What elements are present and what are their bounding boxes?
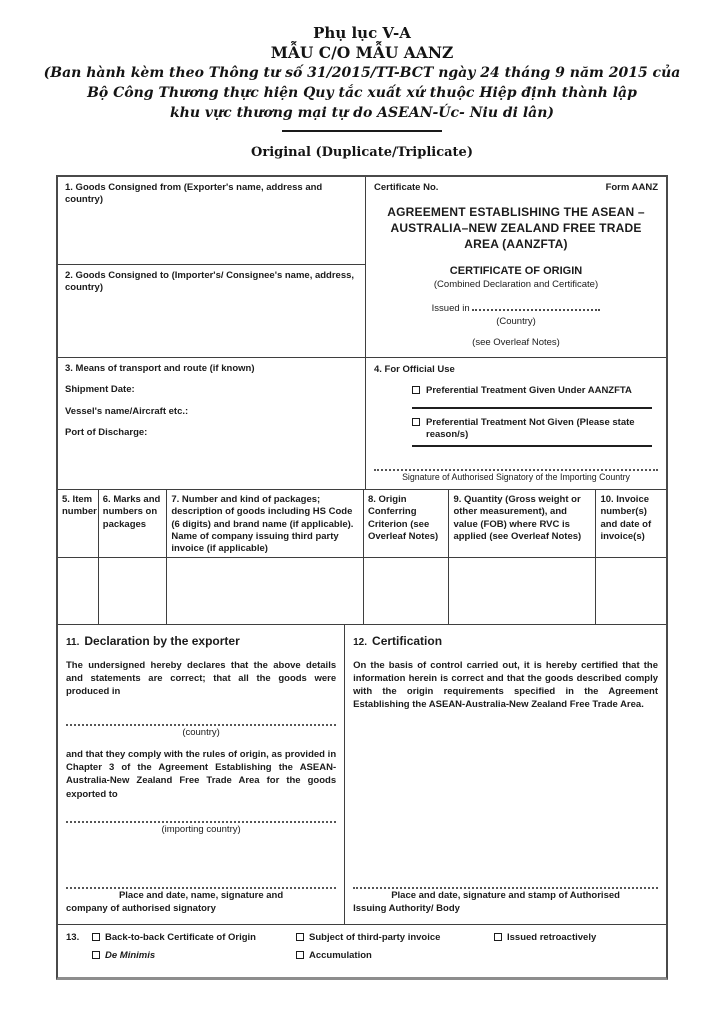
de-minimis-label: De Minimis	[105, 950, 156, 961]
left-column	[58, 177, 365, 489]
box12-paragraph: On the basis of control carried out, it is hereby certified that the information herein is correct and that the goods described comply with the origin requirements specified in the Agreement Establishing the ASEAN-Australia-New Zealand Free Trade Area.	[353, 659, 658, 710]
box3-means-of-transport	[58, 357, 365, 489]
box11-title: Declaration by the exporter	[84, 634, 240, 648]
port-of-discharge-label: Port of Discharge:	[65, 427, 148, 439]
box11-paragraph1: The undersigned hereby declares that the above details and statements are correct; that all the goods were produced in	[66, 659, 337, 697]
issued-retroactively-label: Issued retroactively	[507, 932, 597, 943]
box11-declaration-by-exporter	[58, 625, 344, 924]
issuance-note-line1: (Ban hành kèm theo Thông tư số 31/2015/TT-BCT ngày 24 tháng 9 năm 2015 của	[43, 64, 681, 81]
accumulation-option[interactable]	[296, 950, 494, 962]
exporter-signature-caption-line2: company of authorised signatory	[66, 902, 216, 914]
shipment-date-label: Shipment Date:	[65, 384, 135, 396]
checkbox-icon[interactable]	[296, 951, 304, 959]
declaration-certification-section	[58, 624, 666, 924]
preferential-not-given-label: Preferential Treatment Not Given (Please state reason/s)	[426, 416, 635, 441]
box11-heading	[66, 634, 336, 650]
col-marks-numbers-header: 6. Marks and numbers on packages	[98, 490, 167, 557]
accumulation-label: Accumulation	[309, 950, 372, 961]
official-signature-area	[374, 469, 658, 483]
issued-in-fill-line	[472, 303, 600, 311]
back-to-back-label: Back-to-back Certificate of Origin	[105, 932, 256, 943]
invoice-cell	[595, 558, 666, 624]
country-fill-caption: (country)	[182, 726, 220, 738]
preferential-not-given-option[interactable]	[412, 417, 652, 448]
goods-table-header	[58, 489, 666, 557]
quantity-value-cell	[448, 558, 595, 624]
preferential-given-option[interactable]	[412, 385, 652, 408]
issued-in-line	[374, 303, 658, 315]
marks-numbers-cell	[98, 558, 167, 624]
packages-description-cell	[166, 558, 363, 624]
box11-number: 11.	[66, 637, 80, 648]
importing-country-fill-caption: (importing country)	[161, 823, 241, 835]
box4-official-use	[366, 357, 666, 489]
certificate-of-origin-title: CERTIFICATE OF ORIGIN	[449, 265, 583, 278]
box3-label: 3. Means of transport and route (if known)	[65, 363, 255, 374]
col-quantity-value-header: 9. Quantity (Gross weight or other measurement), and value (FOB) where RVC is applied (see Overleaf Notes)	[448, 490, 595, 557]
col-invoice-header: 10. Invoice number(s) and date of invoice(s)	[595, 490, 666, 557]
agreement-title: AGREEMENT ESTABLISHING THE ASEAN – AUSTRALIA–NEW ZEALAND FREE TRADE AREA (AANZFTA)	[387, 205, 645, 251]
item-number-cell	[58, 558, 98, 624]
box12-title: Certification	[372, 634, 443, 648]
certificate-form	[56, 175, 668, 980]
issuance-note-line3: khu vực thương mại tự do ASEAN-Úc- Niu di lân)	[169, 105, 555, 122]
box1-goods-consigned-from	[58, 177, 365, 264]
exporter-signature-caption-line1: Place and date, name, signature and	[118, 890, 284, 902]
form-aanz-label: Form AANZ	[605, 182, 658, 193]
country-caption: (Country)	[496, 316, 536, 328]
box12-certification	[344, 625, 666, 924]
dotted-line	[353, 887, 658, 889]
box13-special-cases	[58, 924, 666, 977]
preferential-given-label: Preferential Treatment Given Under AANZFTA	[426, 385, 632, 397]
header-divider-rule	[282, 130, 442, 132]
vessel-name-label: Vessel's name/Aircraft etc.:	[65, 405, 189, 417]
copy-type-label: Original (Duplicate/Triplicate)	[251, 144, 473, 160]
form-top-section	[58, 177, 666, 489]
overleaf-note: (see Overleaf Notes)	[472, 337, 560, 349]
box2-label: 2. Goods Consigned to (Importer's/ Consignee's name, address, country)	[65, 270, 355, 294]
dotted-line	[66, 887, 336, 889]
certificate-subtitle: (Combined Declaration and Certificate)	[433, 279, 599, 291]
box2-goods-consigned-to	[58, 264, 365, 357]
right-column	[365, 177, 666, 489]
certificate-header-block	[366, 177, 666, 357]
third-party-invoice-label: Subject of third-party invoice	[309, 932, 441, 943]
appendix-title: Phụ lục V-A	[313, 24, 411, 42]
dotted-line	[66, 724, 336, 726]
origin-criterion-cell	[363, 558, 448, 624]
form-title-vietnamese: MẪU C/O MẪU AANZ	[270, 42, 454, 62]
checkbox-icon[interactable]	[412, 386, 420, 394]
authority-signature-caption-line2: Issuing Authority/ Body	[353, 902, 460, 914]
checkbox-icon[interactable]	[92, 951, 100, 959]
third-party-invoice-option[interactable]	[296, 932, 494, 944]
certificate-topline	[374, 182, 658, 194]
de-minimis-option[interactable]	[92, 950, 296, 962]
box1-label: 1. Goods Consigned from (Exporter's name, address and country)	[65, 182, 323, 206]
box13-number: 13.	[66, 932, 80, 943]
official-signature-caption: Signature of Authorised Signatory of the Importing Country	[402, 471, 630, 482]
box4-label: 4. For Official Use	[374, 364, 455, 375]
box12-number: 12.	[353, 637, 368, 648]
checkbox-icon[interactable]	[494, 933, 502, 941]
issued-in-label: Issued in	[431, 302, 470, 314]
checkbox-icon[interactable]	[92, 933, 100, 941]
box12-heading	[353, 634, 658, 650]
col-origin-criterion-header: 8. Origin Conferring Criterion (see Overleaf Notes)	[363, 490, 448, 557]
certificate-no-label: Certificate No.	[374, 182, 439, 193]
col-item-number-header: 5. Item number	[62, 494, 97, 518]
goods-table-row	[58, 557, 666, 624]
dotted-line	[374, 469, 658, 471]
issuance-note-line2: Bộ Công Thương thực hiện Quy tắc xuất xứ thuộc Hiệp định thành lập	[87, 85, 637, 102]
authority-signature-caption-line1: Place and date, signature and stamp of Authorised	[391, 890, 620, 902]
back-to-back-option[interactable]	[92, 932, 296, 944]
dotted-line	[66, 821, 336, 823]
issued-retroactively-option[interactable]	[494, 932, 658, 944]
box11-paragraph2: and that they comply with the rules of origin, as provided in Chapter 3 of the Agreement Establishing the ASEAN-Australia-New Zealand Free Trade Area for the goods exported to	[66, 749, 337, 800]
document-header	[0, 0, 724, 160]
col-packages-description-header: 7. Number and kind of packages; description of goods including HS Code (6 digits) and brand name (if applicable). Name of company issuing third party invoice (if applicable)	[166, 490, 363, 557]
checkbox-icon[interactable]	[412, 418, 420, 426]
checkbox-icon[interactable]	[296, 933, 304, 941]
